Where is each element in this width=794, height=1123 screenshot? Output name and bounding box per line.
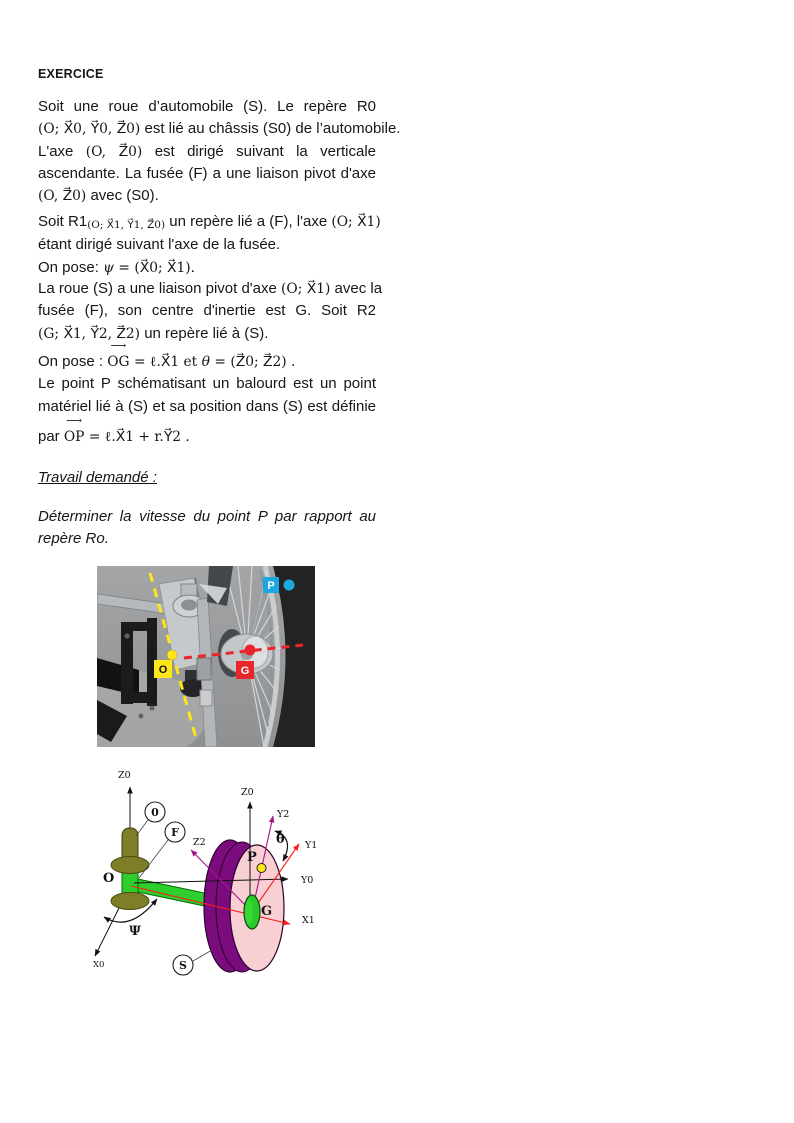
text-line <box>38 163 376 185</box>
paragraph-balourd <box>38 351 376 448</box>
text-segment: repère Ro. <box>38 530 109 548</box>
point-o-dot <box>167 650 177 660</box>
text-segment: avec (S0). <box>86 187 159 205</box>
pivot-ring-upper <box>111 857 149 874</box>
text-segment: Soit R1 <box>38 213 88 230</box>
axis-z0-left-label: Z0 <box>118 770 131 781</box>
vector-op: ⟶ OP <box>64 426 85 448</box>
small-fitting <box>200 690 212 706</box>
text-line <box>38 118 401 140</box>
point-p-label: P <box>247 850 257 865</box>
text-segment: par <box>38 427 64 445</box>
point-g-dot <box>245 645 256 656</box>
point-g-label: G <box>261 904 273 919</box>
math-segment: (O, Z⃗0) <box>38 188 87 205</box>
callout-line-s <box>193 950 212 961</box>
text-segment: On pose : <box>38 353 108 370</box>
psi-label: Ψ <box>129 924 141 939</box>
axis-z2-label: Z2 <box>193 837 206 848</box>
text-segment: Déterminer la vitesse du point P par rapport au <box>38 508 376 525</box>
text-segment: Le point P schématisant un balourd est un point <box>38 375 376 393</box>
callout-0-label: 0 <box>151 806 159 819</box>
text-line <box>38 185 376 207</box>
axis-y1-label: Y1 <box>305 840 318 851</box>
text-line <box>38 300 376 322</box>
text-line <box>38 528 376 550</box>
text-segment: La roue (S) a une liaison pivot d'axe <box>38 280 282 297</box>
text-segment: L'axe <box>38 142 86 160</box>
text-line <box>38 257 376 279</box>
axis-x1-label: X1 <box>302 915 315 926</box>
text-line <box>38 351 376 373</box>
math-segment: (O; X⃗1) <box>281 281 331 297</box>
pivot-ring-lower <box>111 893 149 910</box>
point-o-label: O <box>103 871 115 886</box>
label-p: P <box>267 580 275 592</box>
math-segment: = ℓ.X⃗1 + r.Y⃗2 . <box>84 428 190 445</box>
section-heading-travail: Travail demandé : <box>38 469 157 486</box>
axis-y0-label: Y0 <box>301 875 314 886</box>
task-text <box>38 506 376 551</box>
wheel-photo <box>97 566 315 747</box>
vector-og: ⟶ OG <box>107 351 129 373</box>
axis-x0-label: X0 <box>93 960 105 970</box>
text-segment: Soit une roue d’automobile (S). Le repère R0 <box>38 98 376 115</box>
paragraph-r1 <box>38 211 381 279</box>
text-segment: est lié au châssis (S0) de l’automobile. <box>140 120 401 138</box>
page-title: EXERCICE <box>38 67 104 81</box>
label-g: G <box>240 665 250 677</box>
math-segment: θ <box>201 354 211 370</box>
text-line <box>38 506 376 528</box>
text-line <box>38 234 376 256</box>
text-line <box>38 278 383 300</box>
text-segment: ascendante. La fusée (F) a une liaison pivot d'axe <box>38 164 376 182</box>
text-line <box>38 426 376 448</box>
text-line <box>38 323 376 345</box>
text-segment: On pose: <box>38 258 104 276</box>
text-line <box>38 211 381 234</box>
point-p-dot <box>284 580 295 591</box>
axis-z0-right-label: Z0 <box>241 787 254 798</box>
callout-s-label: S <box>179 959 187 972</box>
text-segment: un repère lié a (F), l'axe <box>165 213 332 230</box>
theta-label: θ <box>276 832 285 847</box>
text-segment: étant dirigé suivant l'axe de la fusée. <box>38 236 281 254</box>
text-segment: avec la <box>330 280 383 297</box>
math-segment: = (Z⃗0; Z⃗2) . <box>210 354 296 370</box>
math-segment: ψ <box>103 259 115 276</box>
paragraph-roue <box>38 278 383 345</box>
text-line <box>38 96 376 118</box>
math-segment: (O; X⃗1) <box>331 214 381 230</box>
math-segment: (G; X⃗1, Y⃗2, Z⃗2) <box>38 325 141 342</box>
bearing-core <box>181 600 197 611</box>
axis-y2-label: Y2 <box>277 809 290 820</box>
text-segment: matériel lié à (S) et sa position dans (S) est définie <box>38 397 376 415</box>
text-segment: fusée (F), son centre d'inertie est G. Soit R2 <box>38 302 376 320</box>
callout-line-0 <box>136 820 148 836</box>
kinematic-diagram <box>85 762 325 992</box>
paragraph-intro <box>38 96 401 207</box>
point-p <box>257 864 266 873</box>
text-segment: un repère lié à (S). <box>140 324 269 342</box>
text-line <box>38 396 376 418</box>
label-o: O <box>158 664 168 676</box>
hub-highlight <box>245 899 253 925</box>
math-segment: (O, Z⃗0) <box>85 143 143 160</box>
callout-f-label: F <box>171 826 179 839</box>
dropout-bracket <box>197 658 211 680</box>
math-segment: = ℓ.X⃗1 et <box>129 354 202 370</box>
math-segment: (O; X⃗0, Y⃗0, Z⃗0) <box>38 121 141 138</box>
text-line <box>38 141 376 163</box>
text-line <box>38 373 376 395</box>
math-segment: (O; X⃗1, Y⃗1, Z⃗0) <box>87 219 166 231</box>
math-segment: = (X⃗0; X⃗1). <box>114 259 196 276</box>
text-segment: est dirigé suivant la verticale <box>142 142 377 160</box>
